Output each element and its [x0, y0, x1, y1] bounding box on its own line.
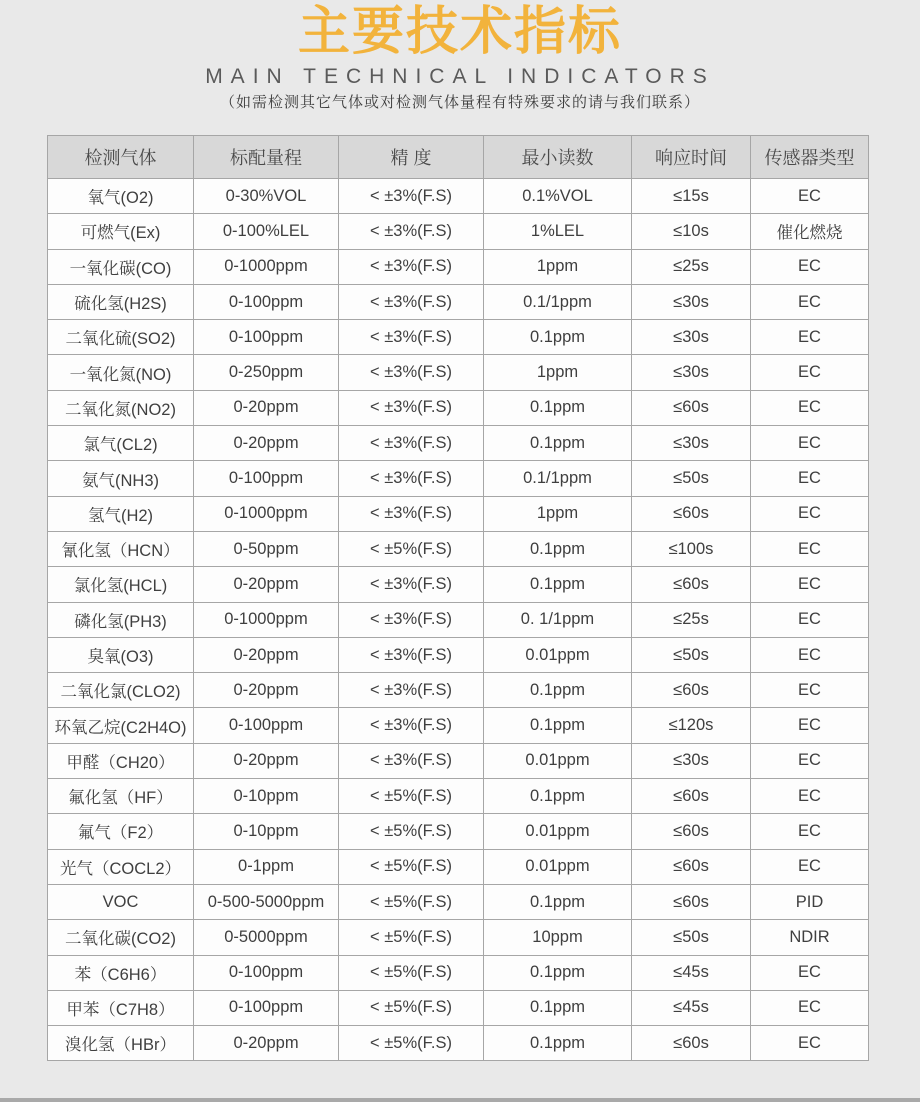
table-cell: EC: [751, 637, 869, 672]
table-cell: 0.1ppm: [484, 531, 632, 566]
table-cell: 0-100ppm: [194, 461, 339, 496]
table-cell: 0.1ppm: [484, 779, 632, 814]
table-cell: ≤50s: [632, 637, 751, 672]
table-cell: 溴化氢（HBr）: [48, 1026, 194, 1061]
table-cell: 氢气(H2): [48, 496, 194, 531]
table-cell: 0.1ppm: [484, 1026, 632, 1061]
table-cell: EC: [751, 355, 869, 390]
table-cell: ≤60s: [632, 814, 751, 849]
table-cell: 1ppm: [484, 249, 632, 284]
table-cell: 1ppm: [484, 496, 632, 531]
table-cell: 0-500-5000ppm: [194, 884, 339, 919]
table-cell: 一氧化氮(NO): [48, 355, 194, 390]
table-cell: ≤60s: [632, 390, 751, 425]
table-cell: 0-100ppm: [194, 320, 339, 355]
table-cell: < ±3%(F.S): [339, 743, 484, 778]
table-cell: ≤30s: [632, 284, 751, 319]
table-cell: ≤30s: [632, 743, 751, 778]
table-cell: 0-10ppm: [194, 814, 339, 849]
table-cell: 1ppm: [484, 355, 632, 390]
table-cell: ≤25s: [632, 602, 751, 637]
table-cell: ≤50s: [632, 461, 751, 496]
table-cell: EC: [751, 602, 869, 637]
table-cell: 0-100ppm: [194, 284, 339, 319]
table-cell: ≤60s: [632, 849, 751, 884]
table-cell: 0-1000ppm: [194, 249, 339, 284]
table-cell: 光气（COCL2）: [48, 849, 194, 884]
table-cell: 0-20ppm: [194, 390, 339, 425]
header-row: [48, 136, 869, 179]
table-cell: EC: [751, 284, 869, 319]
table-cell: 0-30%VOL: [194, 179, 339, 214]
table-cell: ≤30s: [632, 426, 751, 461]
table-cell: EC: [751, 814, 869, 849]
table-cell: 0.1%VOL: [484, 179, 632, 214]
column-header-min-reading: 最小读数: [484, 136, 632, 179]
table-cell: 氟气（F2）: [48, 814, 194, 849]
table-cell: 0.1ppm: [484, 320, 632, 355]
table-row: [48, 849, 869, 884]
table-cell: < ±3%(F.S): [339, 673, 484, 708]
table-cell: EC: [751, 708, 869, 743]
table-row: [48, 461, 869, 496]
table-cell: ≤60s: [632, 884, 751, 919]
table-cell: ≤60s: [632, 496, 751, 531]
table-cell: 0-1000ppm: [194, 496, 339, 531]
table-cell: 0. 1/1ppm: [484, 602, 632, 637]
table-cell: 氯化氢(HCL): [48, 567, 194, 602]
table-row: [48, 955, 869, 990]
table-cell: PID: [751, 884, 869, 919]
table-cell: 0.1/1ppm: [484, 461, 632, 496]
table-row: [48, 390, 869, 425]
table-cell: < ±3%(F.S): [339, 179, 484, 214]
table-cell: EC: [751, 320, 869, 355]
table-cell: 氨气(NH3): [48, 461, 194, 496]
table-cell: 0-20ppm: [194, 673, 339, 708]
table-cell: 0-20ppm: [194, 426, 339, 461]
table-row: [48, 1026, 869, 1061]
table-cell: 臭氧(O3): [48, 637, 194, 672]
table-cell: 1%LEL: [484, 214, 632, 249]
table-cell: 0-1000ppm: [194, 602, 339, 637]
table-cell: 氟化氢（HF）: [48, 779, 194, 814]
table-cell: ≤60s: [632, 779, 751, 814]
page-note: （如需检测其它气体或对检测气体量程有特殊要求的请与我们联系）: [219, 94, 700, 111]
table-cell: 0-250ppm: [194, 355, 339, 390]
table-cell: 磷化氢(PH3): [48, 602, 194, 637]
table-row: [48, 284, 869, 319]
table-cell: 0-20ppm: [194, 567, 339, 602]
table-cell: 0-100ppm: [194, 955, 339, 990]
table-cell: ≤15s: [632, 179, 751, 214]
table-cell: ≤50s: [632, 920, 751, 955]
spec-table: [47, 135, 869, 1061]
table-cell: 氯气(CL2): [48, 426, 194, 461]
table-cell: 0.1ppm: [484, 955, 632, 990]
table-cell: 10ppm: [484, 920, 632, 955]
spec-table-head: [48, 136, 869, 179]
table-cell: ≤25s: [632, 249, 751, 284]
table-cell: 0.01ppm: [484, 743, 632, 778]
table-row: [48, 990, 869, 1025]
table-cell: 0.01ppm: [484, 849, 632, 884]
table-cell: 二氧化氮(NO2): [48, 390, 194, 425]
table-cell: 苯（C6H6）: [48, 955, 194, 990]
table-cell: 0.1ppm: [484, 567, 632, 602]
table-cell: EC: [751, 673, 869, 708]
table-cell: 0-100ppm: [194, 708, 339, 743]
table-row: [48, 673, 869, 708]
table-row: [48, 179, 869, 214]
table-row: [48, 426, 869, 461]
table-cell: EC: [751, 990, 869, 1025]
page-subtitle: MAIN TECHNICAL INDICATORS: [205, 65, 715, 88]
bottom-divider: [0, 1098, 920, 1102]
table-row: [48, 779, 869, 814]
table-row: [48, 637, 869, 672]
table-cell: < ±3%(F.S): [339, 602, 484, 637]
table-cell: 甲苯（C7H8）: [48, 990, 194, 1025]
table-cell: 0-20ppm: [194, 1026, 339, 1061]
table-cell: EC: [751, 390, 869, 425]
table-cell: 0-20ppm: [194, 637, 339, 672]
table-cell: EC: [751, 496, 869, 531]
table-cell: < ±3%(F.S): [339, 320, 484, 355]
table-cell: < ±3%(F.S): [339, 567, 484, 602]
table-cell: 二氧化氯(CLO2): [48, 673, 194, 708]
table-cell: < ±3%(F.S): [339, 390, 484, 425]
table-cell: 0-10ppm: [194, 779, 339, 814]
table-row: [48, 567, 869, 602]
table-cell: < ±3%(F.S): [339, 284, 484, 319]
table-cell: < ±5%(F.S): [339, 779, 484, 814]
spec-table-container: [47, 135, 869, 1061]
table-cell: 0-5000ppm: [194, 920, 339, 955]
table-cell: 硫化氢(H2S): [48, 284, 194, 319]
table-cell: < ±3%(F.S): [339, 461, 484, 496]
table-cell: < ±5%(F.S): [339, 955, 484, 990]
table-cell: < ±3%(F.S): [339, 426, 484, 461]
table-cell: ≤30s: [632, 355, 751, 390]
table-cell: EC: [751, 955, 869, 990]
column-header-sensor-type: 传感器类型: [751, 136, 869, 179]
table-row: [48, 708, 869, 743]
table-cell: < ±5%(F.S): [339, 884, 484, 919]
table-cell: 催化燃烧: [751, 214, 869, 249]
table-row: [48, 814, 869, 849]
table-cell: < ±5%(F.S): [339, 531, 484, 566]
table-cell: EC: [751, 531, 869, 566]
spec-table-body: [48, 179, 869, 1061]
table-cell: < ±3%(F.S): [339, 249, 484, 284]
column-header-range: 标配量程: [194, 136, 339, 179]
table-cell: 可燃气(Ex): [48, 214, 194, 249]
table-cell: 0-100ppm: [194, 990, 339, 1025]
table-cell: EC: [751, 779, 869, 814]
table-cell: 0-1ppm: [194, 849, 339, 884]
page-title: 主要技术指标: [297, 3, 622, 61]
table-cell: NDIR: [751, 920, 869, 955]
table-cell: 0.1ppm: [484, 673, 632, 708]
table-cell: ≤45s: [632, 990, 751, 1025]
table-cell: 0.1ppm: [484, 884, 632, 919]
table-cell: < ±3%(F.S): [339, 355, 484, 390]
table-cell: ≤10s: [632, 214, 751, 249]
page-header: [0, 0, 920, 113]
table-cell: 0.1/1ppm: [484, 284, 632, 319]
table-row: [48, 496, 869, 531]
table-cell: 0-50ppm: [194, 531, 339, 566]
table-row: [48, 920, 869, 955]
table-cell: 0.01ppm: [484, 814, 632, 849]
table-cell: 0.1ppm: [484, 990, 632, 1025]
table-row: [48, 884, 869, 919]
table-cell: 0.1ppm: [484, 426, 632, 461]
table-cell: < ±3%(F.S): [339, 496, 484, 531]
table-cell: 0.01ppm: [484, 637, 632, 672]
table-row: [48, 602, 869, 637]
column-header-response-time: 响应时间: [632, 136, 751, 179]
table-cell: ≤60s: [632, 567, 751, 602]
table-cell: EC: [751, 426, 869, 461]
table-cell: < ±5%(F.S): [339, 849, 484, 884]
table-cell: ≤45s: [632, 955, 751, 990]
table-cell: ≤60s: [632, 673, 751, 708]
table-cell: 环氧乙烷(C2H4O): [48, 708, 194, 743]
table-cell: < ±3%(F.S): [339, 708, 484, 743]
table-cell: 甲醛（CH20）: [48, 743, 194, 778]
table-row: [48, 743, 869, 778]
table-cell: < ±5%(F.S): [339, 990, 484, 1025]
table-cell: 0-100%LEL: [194, 214, 339, 249]
table-cell: 0.1ppm: [484, 390, 632, 425]
table-row: [48, 214, 869, 249]
table-row: [48, 320, 869, 355]
table-cell: EC: [751, 567, 869, 602]
table-cell: < ±3%(F.S): [339, 637, 484, 672]
table-cell: ≤120s: [632, 708, 751, 743]
table-cell: ≤100s: [632, 531, 751, 566]
table-cell: < ±5%(F.S): [339, 920, 484, 955]
table-cell: EC: [751, 849, 869, 884]
table-cell: < ±3%(F.S): [339, 214, 484, 249]
table-row: [48, 531, 869, 566]
table-cell: 二氧化碳(CO2): [48, 920, 194, 955]
table-cell: VOC: [48, 884, 194, 919]
table-cell: EC: [751, 461, 869, 496]
table-cell: EC: [751, 179, 869, 214]
table-cell: 一氧化碳(CO): [48, 249, 194, 284]
table-cell: 二氧化硫(SO2): [48, 320, 194, 355]
table-cell: < ±5%(F.S): [339, 1026, 484, 1061]
table-row: [48, 249, 869, 284]
column-header-gas: 检测气体: [48, 136, 194, 179]
table-cell: ≤30s: [632, 320, 751, 355]
table-cell: 氰化氢（HCN）: [48, 531, 194, 566]
table-cell: 0-20ppm: [194, 743, 339, 778]
table-cell: EC: [751, 1026, 869, 1061]
table-cell: EC: [751, 249, 869, 284]
table-cell: EC: [751, 743, 869, 778]
table-cell: 0.1ppm: [484, 708, 632, 743]
column-header-accuracy: 精 度: [339, 136, 484, 179]
table-cell: < ±5%(F.S): [339, 814, 484, 849]
table-cell: ≤60s: [632, 1026, 751, 1061]
table-row: [48, 355, 869, 390]
table-cell: 氧气(O2): [48, 179, 194, 214]
